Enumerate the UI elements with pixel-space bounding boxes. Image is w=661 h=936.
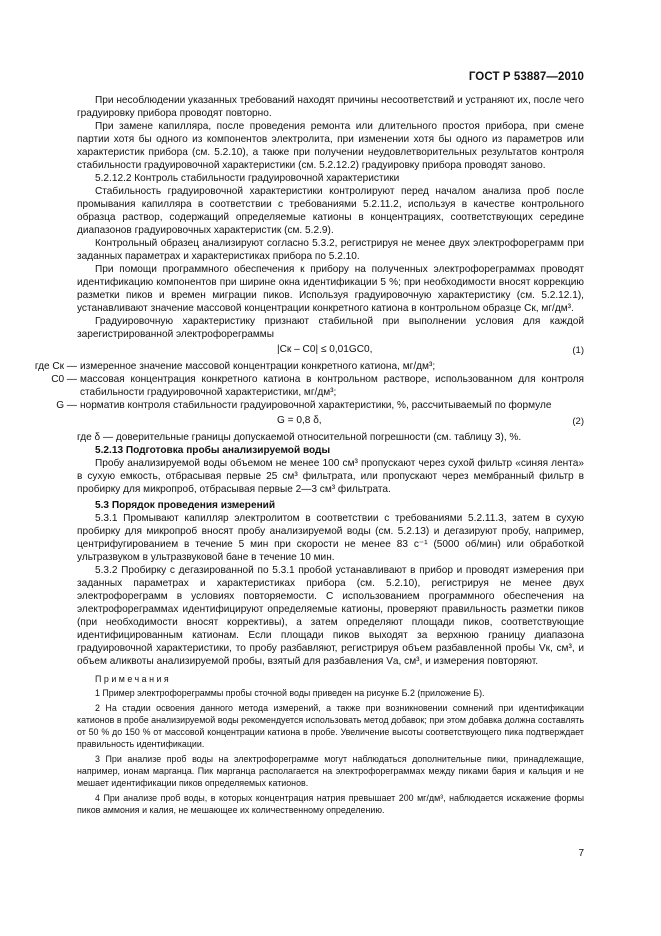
definition-symbol: где Cк — [34,361,77,372]
page-content [34,94,584,819]
standard-header: ГОСТ Р 53887—2010 [468,71,584,83]
subsection-heading: 5.2.12.2 Контроль стабильности градуировочной характеристики [95,173,400,184]
paragraph: При несоблюдении указанных требований находят причины несоответствий и устраняют их, после чего градуировку прибора проводят повторно. [77,95,584,119]
notes-block [77,673,584,816]
note-item: 3 При анализе проб воды на электрофореграмме могут наблюдаться дополнительные пики, принадлежащие, например, ионам марганца. Пик марганца располагается на электрофореграммах между пиками бария и кальция и не мешает идентификации пиков определяемых катионов. [77,754,584,788]
note-item: 1 Пример электрофореграммы пробы сточной воды приведен на рисунке Б.2 (приложение Б). [95,688,485,698]
section-5-2-13-title: 5.2.13 Подготовка пробы анализируемой воды [95,445,331,456]
note-item: 4 При анализе проб воды, в которых концентрация натрия превышает 200 мг/дм³, наблюдается искажение формы пиков аммония и калия, не мешающее их количественному определению. [77,793,584,815]
page-number: 7 [578,848,584,859]
definition-text: норматив контроля стабильности градуировочной характеристики, %, рассчитываемый по формуле [80,400,552,411]
definition-symbol: C0 — [51,374,77,385]
definition-row [5,360,584,373]
formula-1 [77,342,584,358]
formula-2-expression: G = 0,8 δ, [277,415,322,426]
paragraph: При помощи программного обеспечения к прибору на полученных электрофореграммах проводят идентификацию компонентов при ширине окна идентификации 5 %; при необходимости вносят коррекцию разметки пиков и времен миграции пиков. Используя градуировочную характеристику (см. 5.2.12.1), устанавливают значение массовой концентрации конкретного катиона в контрольном образце Cк, мг/дм³. [77,264,584,314]
note-item: 2 На стадии освоения данного метода измерений, а также при возникновении сомнений при идентификации катионов в пробе анализируемой воды рекомендуется использовать метод добавок; при этом добавка должна составлять от 50 % до 150 % от массовой концентрации катиона в пробе. Увеличение высоты соответствующего пика подтверждает правильность идентификации. [77,703,584,749]
formula-1-expression: |Cк – C0| ≤ 0,01GC0, [277,344,373,355]
section-5-3-1-text: 5.3.1 Промывают капилляр электролитом в соответствии с требованиями 5.2.11.3, затем в сухую пробирку для микропроб вносят пробу анализируемой воды (см. 5.2.13) и дегазируют пробу, например, центрифугированием в течение 5 мин при скорости не менее 83 с⁻¹ (5000 об/мин) или обработкой ультразвуком в ультразвуковой бане в течение 10 мин. [77,513,584,563]
definition-row [5,399,584,412]
paragraph: При замене капилляра, после проведения ремонта или длительного простоя прибора, при смене партии хотя бы одного из компонентов электролита, при изменении хотя бы одного из параметров или характеристик прибора (см. 5.2.10), а также при получении неудовлетворительных результатов контроля стабильности градуировочной характеристики (см. 5.2.12.2) градуировку прибора проводят заново. [77,121,584,171]
paragraph: Контрольный образец анализируют согласно 5.3.2, регистрируя не менее двух электрофореграмм при заданных параметрах и характеристиках прибора по 5.2.10. [77,238,584,262]
definition-text: массовая концентрация конкретного катиона в контрольном растворе, использованном для контроля стабильности градуировочной характеристики, мг/дм³; [80,374,584,398]
paragraph: Градуировочную характеристику признают стабильной при выполнении условия для каждой зарегистрированной электрофореграммы [77,316,584,340]
section-5-3-2-text: 5.3.2 Пробирку с дегазированной по 5.3.1 пробой устанавливают в прибор и проводят измерения при заданных параметрах и характеристиках прибора (см. 5.2.10), регистрируя не менее двух электрофореграмм в условиях повторяемости. С использованием программного обеспечения на электрофореграммах идентифицируют определяемые катионы, проверяют правильность разметки пиков (при необходимости вносят коррективы), а затем определяют площади пиков, соответствующие идентифицированным катионам. Если площади пиков выходят за верхнюю границу диапазона градуировочной характеристики, то пробу разбавляют, регистрируя объем разбавленной пробы Vк, см³, и объем аликвоты анализируемой пробы, взятый для разбавления Vа, см³, и измерения повторяют. [77,565,584,667]
definition-symbol: G — [56,400,77,411]
definition-text: измеренное значение массовой концентрации конкретного катиона, мг/дм³; [80,361,436,372]
formula-1-number: (1) [572,345,584,356]
definition-delta: где δ — доверительные границы допускаемой относительной погрешности (см. таблицу 3), %. [77,432,522,443]
formula-2 [77,413,584,429]
definition-row [5,373,584,399]
formula-2-number: (2) [572,416,584,427]
paragraph: Стабильность градуировочной характеристики контролируют перед началом анализа проб после промывания капилляра в соответствии с требованиями 5.2.11.2, используя в качестве контрольного образца раствор, содержащий определяемые катионы в концентрациях, соответствующих середине диапазонов градуировочных характеристик (см. 5.2.9). [77,186,584,236]
definition-list [34,360,584,412]
section-5-3-title: 5.3 Порядок проведения измерений [95,500,276,511]
notes-title: Примечания [95,674,172,684]
section-5-2-13-text: Пробу анализируемой воды объемом не менее 100 см³ пропускают через сухой фильтр «синяя лента» в сухую емкость, отбрасывая первые 25 см³ фильтрата, или пропускают через мембранный фильтр в пробирку для микропроб, отбрасывая первые 2—3 см³ фильтрата. [77,458,584,495]
